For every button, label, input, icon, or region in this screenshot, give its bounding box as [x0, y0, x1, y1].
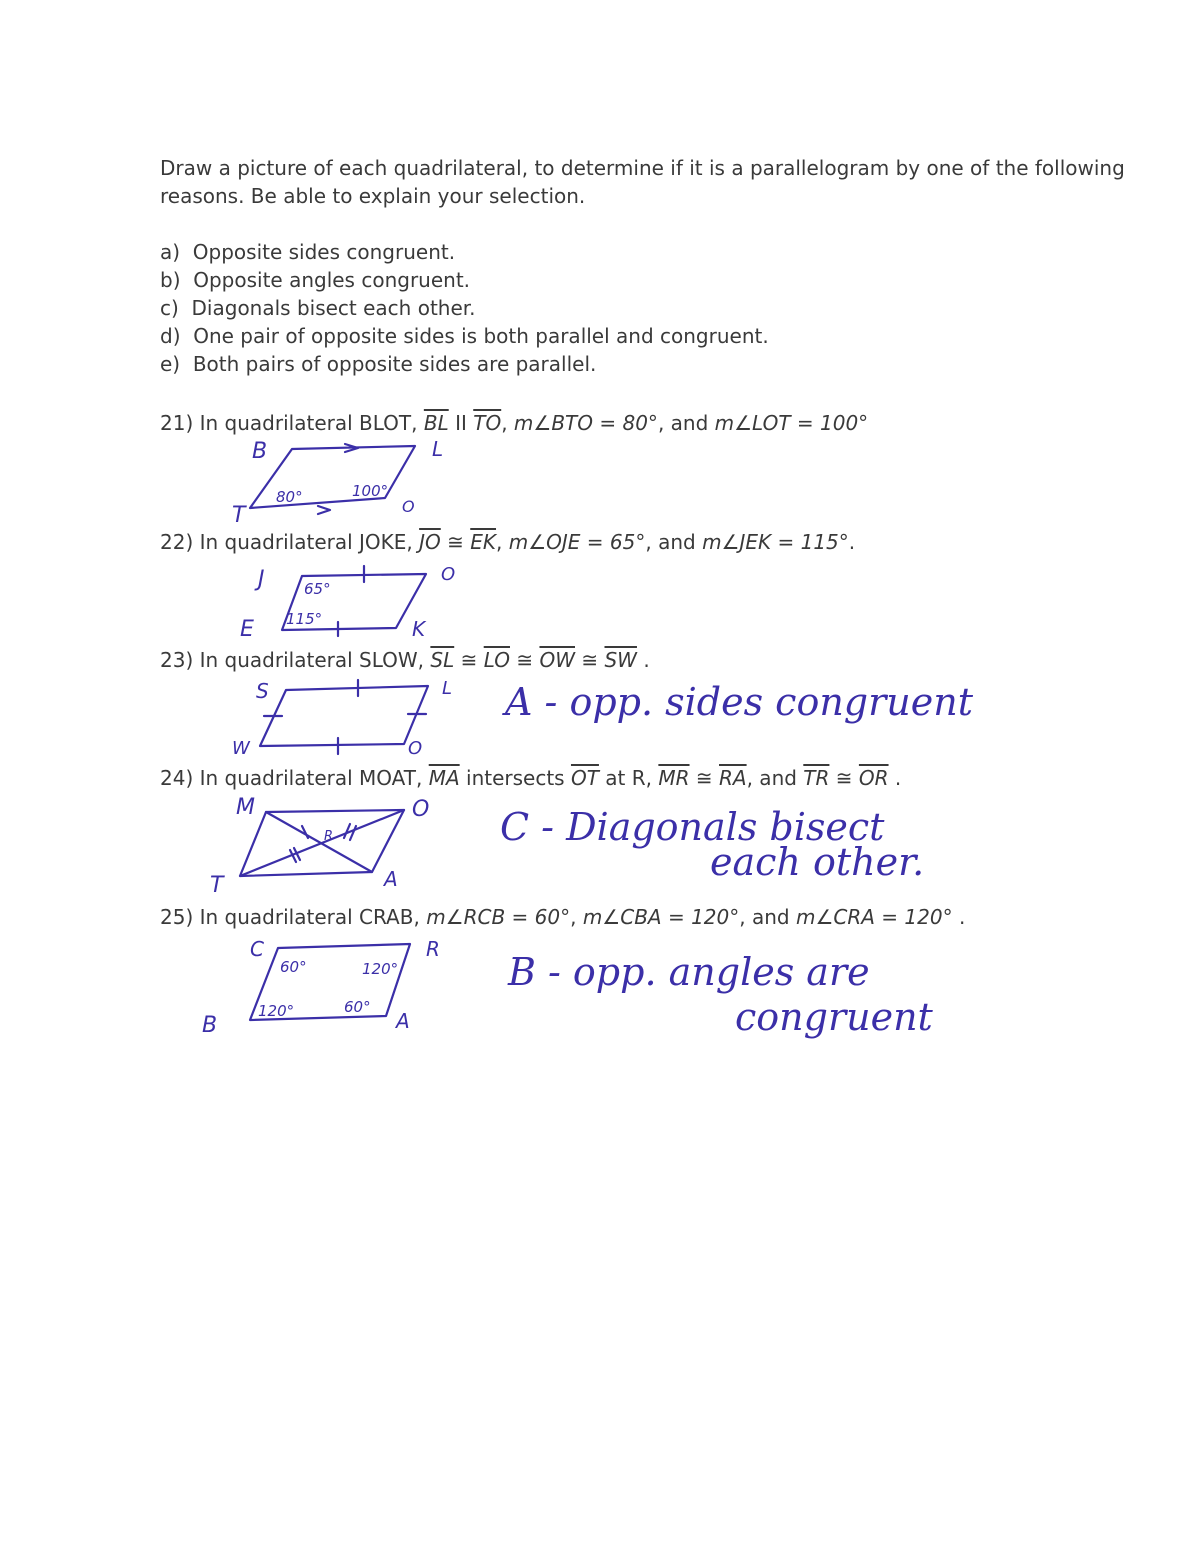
angle-label: 65° — [304, 580, 331, 598]
diagonal-ma — [266, 812, 372, 872]
problem-number: 23) — [160, 648, 194, 672]
segment: $\overline{SW}$ — [604, 648, 637, 672]
segment: $\overline{BL}$ — [423, 411, 449, 435]
segment: $\overline{EK}$ — [470, 530, 497, 554]
vertex-label: M — [236, 795, 255, 820]
vertex-label: O — [408, 738, 423, 759]
conjunction: , and — [657, 411, 709, 435]
reason-item — [160, 296, 476, 320]
vertex-label: T — [232, 503, 246, 528]
segment: $\overline{OR}$ — [858, 766, 889, 790]
congruent-symbol: ≅ — [835, 766, 853, 790]
punct: , — [570, 905, 577, 929]
conjunction: , and — [645, 530, 696, 554]
vertex-label: S — [256, 679, 269, 703]
angle-measure: m∠LOT = 100° — [714, 411, 869, 435]
congruent-symbol: ≅ — [447, 530, 464, 554]
vertex-label: A — [384, 867, 398, 891]
segment: $\overline{LO}$ — [483, 648, 510, 672]
vertex-label: B — [252, 439, 268, 464]
problem-number: 22) — [160, 530, 194, 554]
reason-item — [160, 240, 455, 264]
reason-text: One pair of opposite sides is both parallel and congruent. — [193, 324, 769, 348]
segment: $\overline{SL}$ — [430, 648, 455, 672]
answer-24-line-2: each other. — [710, 840, 925, 884]
sketch-slow — [228, 676, 468, 759]
problem-prefix: In quadrilateral BLOT, — [199, 411, 418, 435]
angle-measure: m∠BTO = 80° — [513, 411, 658, 435]
vertex-label: B — [202, 1013, 218, 1038]
vertex-label: C — [250, 937, 264, 961]
problem-prefix: In quadrilateral SLOW, — [199, 648, 425, 672]
parallelogram-outline — [250, 446, 415, 508]
angle-label: 115° — [286, 610, 323, 628]
answer-25-line-2: congruent — [735, 995, 933, 1039]
problem-24 — [160, 766, 901, 790]
conjunction: , and — [739, 905, 790, 929]
sketch-moat — [204, 794, 444, 898]
vertex-label: L — [432, 437, 444, 461]
reason-text: Opposite angles congruent. — [193, 268, 471, 292]
vertex-label: O — [412, 797, 430, 822]
congruent-symbol: ≅ — [581, 648, 599, 672]
reason-item — [160, 324, 769, 348]
problem-21 — [160, 411, 868, 435]
punct: . — [643, 648, 650, 672]
punct: . — [958, 905, 966, 929]
sketch-blot — [230, 436, 444, 528]
reason-letter: d) — [160, 324, 181, 348]
segment: $\overline{MR}$ — [658, 766, 690, 790]
segment: $\overline{OW}$ — [539, 648, 575, 672]
reason-letter: e) — [160, 352, 181, 376]
punct: . — [848, 530, 856, 554]
reason-letter: b) — [160, 268, 181, 292]
angle-measure: m∠CRA = 120° — [795, 905, 953, 929]
vertex-label: O — [441, 564, 456, 585]
angle-measure: m∠JEK = 115° — [702, 530, 849, 554]
segment: $\overline{RA}$ — [719, 766, 747, 790]
angle-label: 100° — [352, 482, 389, 500]
vertex-label: K — [412, 617, 426, 641]
vertex-label: O — [402, 497, 415, 516]
reason-text: Opposite sides congruent. — [192, 240, 456, 264]
angle-label: 120° — [362, 960, 399, 978]
problem-25 — [160, 905, 965, 929]
reason-item — [160, 352, 596, 376]
congruent-symbol: ≅ — [460, 648, 478, 672]
sketch-joke — [236, 560, 466, 640]
reason-letter: c) — [160, 296, 179, 320]
vertex-label: T — [210, 873, 224, 898]
answer-25-line-1: B - opp. angles are — [508, 950, 870, 994]
diagonal-ot — [240, 810, 404, 876]
vertex-label: R — [426, 937, 440, 961]
instructions-line-1: Draw a picture of each quadrilateral, to determine if it is a parallelogram by one of the following — [160, 156, 1125, 180]
reason-item — [160, 268, 470, 292]
punct: , — [501, 411, 508, 435]
reason-letter: a) — [160, 240, 181, 264]
angle-label: 120° — [258, 1002, 295, 1020]
problem-prefix: In quadrilateral CRAB, — [199, 905, 420, 929]
segment: $\overline{MA}$ — [428, 766, 460, 790]
sketch-crab — [200, 934, 440, 1038]
vertex-label: E — [240, 617, 254, 642]
problem-number: 24) — [160, 766, 194, 790]
congruent-symbol: ≅ — [516, 648, 534, 672]
parallel-symbol: II — [455, 411, 467, 435]
segment: $\overline{TO}$ — [473, 411, 502, 435]
segment: $\overline{JO}$ — [419, 530, 441, 554]
angle-label: 60° — [280, 958, 307, 976]
punct: , — [496, 530, 503, 554]
instructions-line-2: reasons. Be able to explain your selection. — [160, 184, 586, 208]
text: at R, — [605, 766, 653, 790]
vertex-label: A — [396, 1009, 410, 1033]
segment: $\overline{TR}$ — [803, 766, 830, 790]
angle-measure: m∠CBA = 120° — [582, 905, 740, 929]
vertex-label: R — [324, 829, 334, 844]
parallel-arrow — [318, 506, 330, 514]
angle-measure: m∠OJE = 65° — [508, 530, 646, 554]
vertex-label: J — [258, 567, 265, 592]
text: intersects — [466, 766, 565, 790]
answer-24-line-1: C - Diagonals bisect — [500, 805, 885, 849]
angle-measure: m∠RCB = 60° — [426, 905, 571, 929]
congruent-symbol: ≅ — [695, 766, 713, 790]
vertex-label: W — [232, 738, 250, 759]
problem-prefix: In quadrilateral MOAT, — [199, 766, 423, 790]
vertex-label: L — [442, 678, 453, 699]
punct: . — [894, 766, 902, 790]
problem-23 — [160, 648, 650, 672]
answer-23: A - opp. sides congruent — [505, 680, 974, 724]
problem-number: 21) — [160, 411, 194, 435]
reason-text: Diagonals bisect each other. — [191, 296, 476, 320]
angle-label: 60° — [344, 998, 371, 1016]
problem-22 — [160, 530, 855, 554]
reason-text: Both pairs of opposite sides are parallel. — [192, 352, 597, 376]
angle-label: 80° — [276, 488, 303, 506]
problem-prefix: In quadrilateral JOKE, — [199, 530, 413, 554]
segment: $\overline{OT}$ — [570, 766, 599, 790]
conjunction: , and — [746, 766, 797, 790]
parallelogram-outline — [260, 686, 428, 746]
problem-number: 25) — [160, 905, 194, 929]
